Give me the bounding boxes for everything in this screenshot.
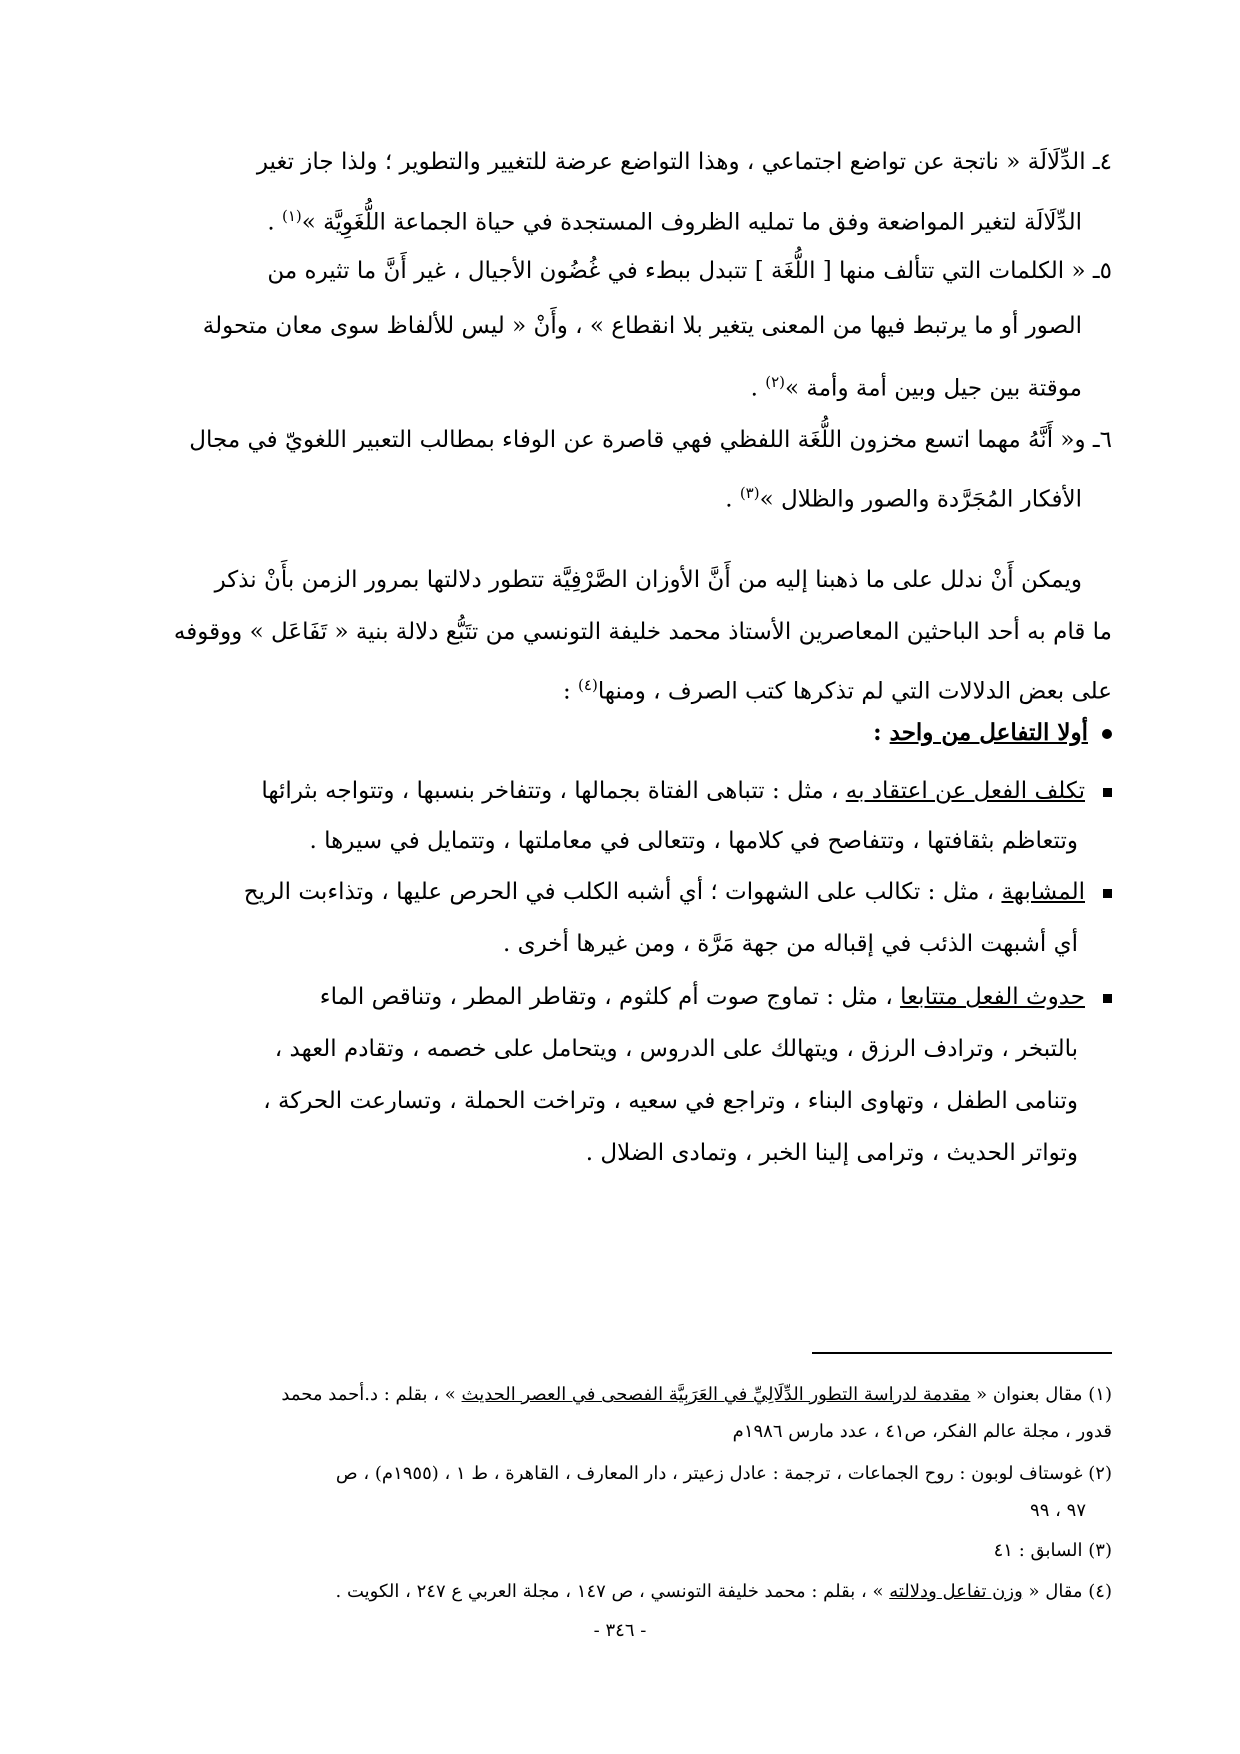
footnote-ref-3[interactable]: (٣) xyxy=(739,484,760,502)
bullet3-line2: بالتبخر ، وترادف الرزق ، ويتهالك على الدروس ، ويتحامل على خصمه ، وتقادم العهد ، xyxy=(274,1036,1078,1062)
footnote-2-line2: ٩٧ ، ٩٩ xyxy=(1030,1500,1086,1521)
footnote-separator xyxy=(812,1352,1112,1354)
footnote-ref-4[interactable]: (٤) xyxy=(578,676,598,694)
paragraph-line3: على بعض الدلالات التي لم تذكرها كتب الصرف ، ومنها$^{(٤)}$ : xyxy=(562,676,1112,705)
paragraph-line2: ما قام به أحد الباحثين المعاصرين الأستاذ محمد خليفة التونسي من تتَبُّع دلالة بنية « تَفَاعَل » ووقوفه xyxy=(173,619,1112,645)
bullet1-line2: وتتعاظم بثقافتها ، وتتفاصح في كلامها ، وتتعالى في معاملتها ، وتتمايل في سيرها . xyxy=(309,828,1078,854)
paragraph-line1: ويمكن أَنْ ندلل على ما ذهبنا إليه من أَنَّ الأوزان الصَّرْفِيَّة تتطور دلالتها بمرور الزمن بأَنْ نذكر xyxy=(214,567,1082,593)
bullet3-line3: وتنامى الطفل ، وتهاوى البناء ، وتراجع في سعيه ، وتراخت الحملة ، وتسارعت الحركة ، xyxy=(263,1088,1078,1114)
bullet2-line1: المشابهة ، مثل : تكالب على الشهوات ؛ أي أشبه الكلب في الحرص عليها ، وتذاءبت الريح xyxy=(244,877,1112,907)
item5-line1: ٥ـ « الكلمات التي تتألف منها [ اللُّغَة ] تتبدل ببطء في غُضُون الأجيال ، غير أَنَّ ما تثيره من xyxy=(267,258,1112,284)
footnote-4: (٤) مقال « وزن تفاعل ودلالته » ، بقلم : محمد خليفة التونسي ، ص ١٤٧ ، مجلة العربي ع ٢٤٧ ، الكويت . xyxy=(335,1581,1112,1602)
page-number: - ٣٤٦ - xyxy=(593,1620,647,1641)
bullet3-line1: حدوث الفعل متتابعا ، مثل : تماوج صوت أم كلثوم ، وتقاطر المطر ، وتناقص الماء xyxy=(320,982,1112,1012)
footnote-1-line2: قدور ، مجلة عالم الفكر، ص٤١ ، عدد مارس ١٩٨٦م xyxy=(732,1421,1112,1442)
square-bullet-icon xyxy=(1103,994,1112,1003)
item5-line3: موقتة بين جيل وبين أمة وأمة »$^{(٢)}$ . xyxy=(750,373,1082,402)
bullet-dot-icon xyxy=(1102,729,1112,739)
footnote-1-line1: (١) مقال بعنوان « مقدمة لدراسة التطور الدِّلَالِيِّ في العَرَبِيَّة الفصحى في العصر الحديث » ، بقلم : د.أحمد محمد xyxy=(281,1384,1112,1405)
item5-line2: الصور أو ما يرتبط فيها من المعنى يتغير بلا انقطاع » ، وأَنْ « ليس للألفاظ سوى معان متحولة xyxy=(202,313,1082,339)
footnote-3: (٣) السابق : ٤١ xyxy=(993,1540,1112,1561)
square-bullet-icon xyxy=(1103,889,1112,898)
bullet3-line4: وتواتر الحديث ، وترامى إلينا الخبر ، وتمادى الضلال . xyxy=(585,1140,1078,1166)
footnote-ref-2[interactable]: (٢) xyxy=(765,373,786,391)
item4-line2: الدِّلَالَة لتغير المواضعة وفق ما تمليه الظروف المستجدة في حياة الجماعة اللُّغَوِيَّة »$^{(١)}$ . xyxy=(267,207,1082,236)
square-bullet-icon xyxy=(1103,788,1112,797)
bullet1-line1: تكلف الفعل عن اعتقاد به ، مثل : تتباهى الفتاة بجمالها ، وتتفاخر بنسبها ، وتتواجه بثرائها xyxy=(261,776,1112,806)
section-heading: أولا التفاعل من واحد : xyxy=(873,718,1112,748)
item4-line1: ٤ـ الدِّلَالَة « ناتجة عن تواضع اجتماعي ، وهذا التواضع عرضة للتغيير والتطوير ؛ ولذا جاز تغير xyxy=(256,149,1112,175)
bullet2-line2: أي أشبهت الذئب في إقباله من جهة مَرَّة ، ومن غيرها أخرى . xyxy=(502,931,1078,957)
footnote-2-line1: (٢) غوستاف لوبون : روح الجماعات ، ترجمة : عادل زعيتر ، دار المعارف ، القاهرة ، ط ١ ، (١٩٥٥م) ، ص xyxy=(335,1463,1112,1484)
item6-line1: ٦ـ و« أَنَّهُ مهما اتسع مخزون اللُّغَة اللفظي فهي قاصرة عن الوفاء بمطالب التعبير اللغويّ في مجال xyxy=(189,427,1112,453)
footnote-ref-1[interactable]: (١) xyxy=(281,207,302,225)
item6-line2: الأفكار المُجَرَّدة والصور والظلال »$^{(٣)}$ . xyxy=(725,484,1082,513)
